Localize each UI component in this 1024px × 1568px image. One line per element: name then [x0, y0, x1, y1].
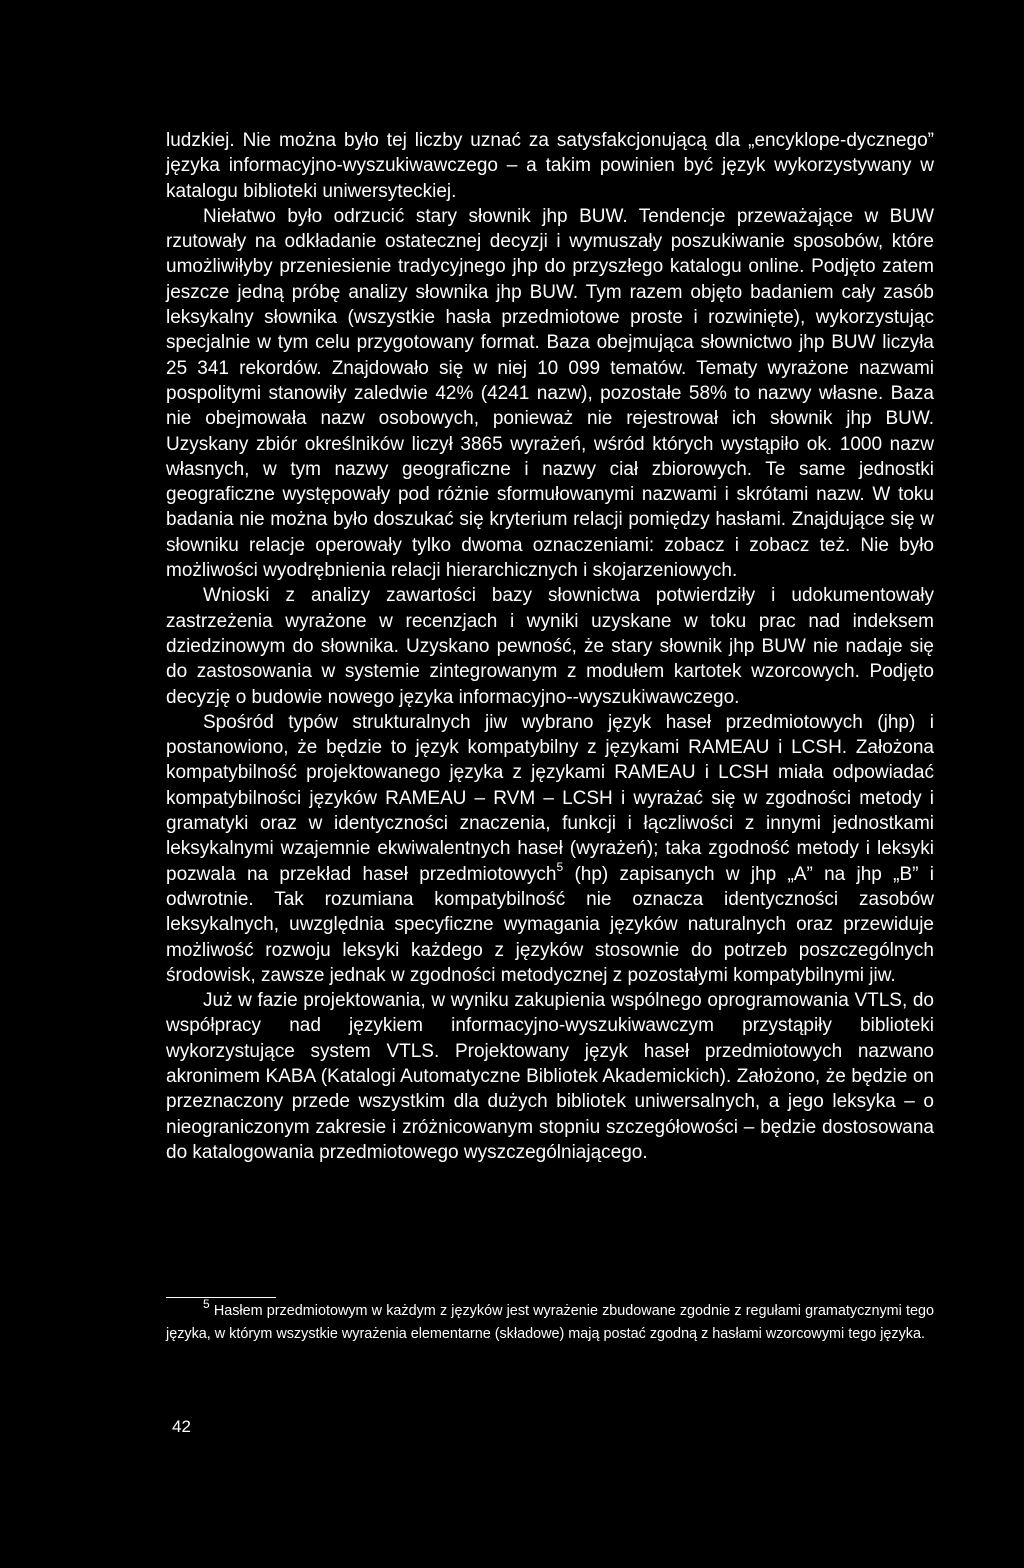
- footnote-text: Hasłem przedmiotowym w każdym z języków jest wyrażenie zbudowane zgodnie z regułami gramatycznymi tego języka, w którym wszystkie wyrażenia elementarne (składowe) mają postać zgodną z hasłami wzorcowymi tego języka.: [166, 1303, 934, 1342]
- paragraph-4-text-before-note: Spośród typów strukturalnych jiw wybrano język haseł przedmiotowych (jhp) i postanowiono, że będzie to język kompatybilny z językami RAMEAU i LCSH. Założona kompatybilność projektowanego języka z językami RAMEAU i LCSH miała odpowiadać kompatybilności języków RAMEAU – RVM – LCSH i wyrażać się w zgodności metody i gramatyki oraz w identyczności znaczenia, funkcji i łączliwości z innymi jednostkami leksykalnymi wzajemnie ekwiwalentnych haseł (wyrażeń); taka zgodność metody i leksyki pozwala na przekład haseł przedmiotowych: [166, 711, 934, 885]
- paragraph-4-text-after-note: (hp) zapisanych w jhp „A” na jhp „B” i odwrotnie. Tak rozumiana kompatybilność nie oznacza identyczności zasobów leksykalnych, uwzględnia specyficzne wymagania języków naturalnych oraz przewiduje możliwość rozwoju leksyki każdego z języków stosownie do potrzeb poszczególnych środowisk, zawsze jednak w zgodności metodycznej z pozostałymi kompatybilnymi jiw.: [166, 863, 934, 986]
- footnote-mark: 5: [203, 1297, 210, 1312]
- paragraph-2: Niełatwo było odrzucić stary słownik jhp BUW. Tendencje przeważające w BUW rzutowały na odkładanie ostatecznej decyzji i wymuszały poszukiwanie sposobów, które umożliwiłyby przeniesienie tradycyjnego jhp do przyszłego katalogu online. Podjęto zatem jeszcze jedną próbę analizy słownika jhp BUW. Tym razem objęto badaniem cały zasób leksykalny słownika (wszystkie hasła przedmiotowe proste i rozwinięte), wykorzystując specjalnie w tym celu przygotowany format. Baza obejmująca słownictwo jhp BUW liczyła 25 341 rekordów. Znajdowało się w niej 10 099 tematów. Tematy wyrażone nazwami pospolitymi stanowiły zaledwie 42% (4241 nazw), pozostałe 58% to nazwy własne. Baza nie obejmowała nazw osobowych, ponieważ nie rejestrował ich słownik jhp BUW. Uzyskany zbiór określników liczył 3865 wyrażeń, wśród których wystąpiło ok. 1000 nazw własnych, w tym nazwy geograficzne i nazwy ciał zbiorowych. Te same jednostki geograficzne występowały pod różnie sformułowanymi nazwami i skrótami nazw. W toku badania nie można było doszukać się kryterium relacji pomiędzy hasłami. Znajdujące się w słowniku relacje operowały tylko dwoma oznaczeniami: zobacz i zobacz też. Nie było możliwości wyodrębnienia relacji hierarchicznych i skojarzeniowych.: [166, 205, 934, 582]
- page-body: [166, 128, 934, 1165]
- footnote-reference-5: 5: [556, 860, 564, 875]
- paragraph-3: Wnioski z analizy zawartości bazy słownictwa potwierdziły i udokumentowały zastrzeżenia wyrażone w recenzjach i wyniki uzyskane w toku prac nad indeksem dziedzinowym do słownika. Uzyskano pewność, że stary słownik jhp BUW nie nadaje się do zastosowania w systemie zintegrowanym z modułem kartotek wzorcowych. Podjęto decyzję o budowie nowego języka informacyjno--wyszukiwawczego.: [166, 585, 934, 708]
- paragraph-4: [166, 710, 934, 988]
- footnote: [166, 1297, 934, 1346]
- paragraph-1: ludzkiej. Nie można było tej liczby uznać za satysfakcjonującą dla „encyklope-dycznego” języka informacyjno-wyszukiwawczego – a takim powinien być język wykorzystywany w katalogu biblioteki uniwersyteckiej.: [166, 130, 934, 202]
- paragraph-5: Już w fazie projektowania, w wyniku zakupienia wspólnego oprogramowania VTLS, do współpracy nad językiem informacyjno-wyszukiwawczym przystąpiły biblioteki wykorzystujące system VTLS. Projektowany język haseł przedmiotowych nazwano akronimem KABA (Katalogi Automatyczne Bibliotek Akademickich). Założono, że będzie on przeznaczony przede wszystkim dla dużych bibliotek uniwersalnych, a jego leksyka – o nieograniczonym zakresie i zróżnicowanym stopniu szczegółowości – będzie dostosowana do katalogowania przedmiotowego wyszczególniającego.: [166, 990, 934, 1163]
- page-number: 42: [172, 1417, 191, 1436]
- footnote-separator: [166, 1297, 276, 1298]
